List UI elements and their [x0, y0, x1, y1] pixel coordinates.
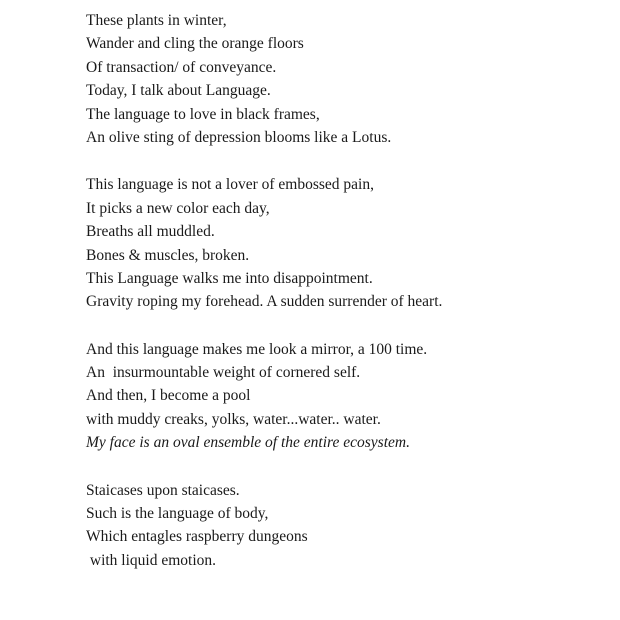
poem-line: Wander and cling the orange floors — [86, 35, 304, 53]
poem-line: This Language walks me into disappointment. — [86, 269, 373, 287]
poem-line: Such is the language of body, — [86, 505, 269, 523]
poem-line: Staicases upon staicases. — [86, 481, 240, 499]
poem-line: Which entagles raspberry dungeons — [86, 528, 308, 546]
poem-line: Of transaction/ of conveyance. — [86, 58, 277, 76]
poem-line: An olive sting of depression blooms like a Lotus. — [86, 128, 392, 146]
poem-line-italic: My face is an oval ensemble of the entire ecosystem. — [86, 434, 410, 452]
poem-line: The language to love in black frames, — [86, 105, 320, 123]
poem-line: Bones & muscles, broken. — [86, 246, 250, 264]
stanza-2 — [86, 173, 606, 313]
poem-line: with muddy creaks, yolks, water...water.. water. — [86, 410, 381, 428]
poem-line: And then, I become a pool — [86, 387, 251, 405]
poem-line: Breaths all muddled. — [86, 223, 215, 241]
poem-line: This language is not a lover of embossed pain, — [86, 176, 374, 194]
poem-line: It picks a new color each day, — [86, 199, 270, 217]
poem-line: Today, I talk about Language. — [86, 82, 271, 100]
stanza-4 — [86, 479, 606, 573]
poem-line: These plants in winter, — [86, 12, 227, 29]
stanza-1 — [86, 9, 606, 149]
stanza-3 — [86, 338, 606, 455]
poem-line: with liquid emotion. — [86, 551, 217, 569]
poem-line: And this language makes me look a mirror, a 100 time. — [86, 340, 428, 358]
poem-body — [86, 9, 606, 596]
poem-line: Gravity roping my forehead. A sudden surrender of heart. — [86, 293, 443, 311]
poem-line: An insurmountable weight of cornered self. — [86, 364, 361, 382]
